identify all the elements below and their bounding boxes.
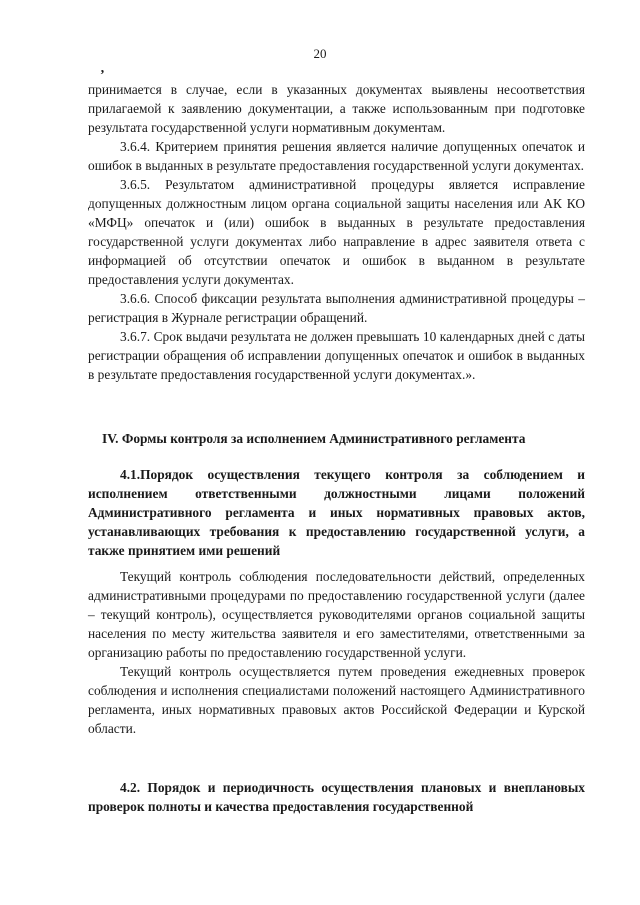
page-number: 20 <box>313 46 327 61</box>
section-iv-heading: IV. Формы контроля за исполнением Административного регламента <box>102 431 526 446</box>
paragraph-3-6-6: 3.6.6. Способ фиксации результата выполнения административной процедуры – регистрация в Журнале регистрации обращений. <box>88 291 585 325</box>
paragraph-3-6-7: 3.6.7. Срок выдачи результата не должен превышать 10 календарных дней с даты регистрации обращения об исправлении допущенных опечаток и ошибок в выданных в результате предоставления государственной услуги документах.». <box>88 329 585 382</box>
paragraph-4-1-1: Текущий контроль соблюдения последовательности действий, определенных административными процедурами по предоставлению государственной услуги (далее – текущий контроль), осуществляется руководителями органов социальной защиты населения по месту жительства заявителя и его заместителями, ответственными за организацию работы по предоставлению государственной услуги. <box>88 569 585 660</box>
paragraph-4-1-2: Текущий контроль осуществляется путем проведения ежедневных проверок соблюдения и исполнения специалистами положений настоящего Административного регламента, иных нормативных правовых актов Российской Федерации и Курской области. <box>88 664 585 736</box>
subsection-4-1-heading: 4.1.Порядок осуществления текущего контроля за соблюдением и исполнением ответственными должностными лицами положений Административного регламента и иных нормативных правовых актов, устанавливающих требования к предоставлению государственной услуги, а также принятием ими решений <box>88 467 585 558</box>
stray-mark: ’ <box>100 68 105 83</box>
subsection-4-2-heading: 4.2. Порядок и периодичность осуществления плановых и внеплановых проверок полноты и качества предоставления государственной <box>88 780 585 814</box>
paragraph-3-6-3-continuation: принимается в случае, если в указанных документах выявлены несоответствия прилагаемой к заявлению документации, а также использованным при подготовке результата государственной услуги нормативным документам. <box>88 82 585 135</box>
paragraph-3-6-5: 3.6.5. Результатом административной процедуры является исправление допущенных должностным лицом органа социальной защиты населения или АК КО «МФЦ» опечаток и (или) ошибок в выданных в результате предоставления государственной услуги документах либо направление в адрес заявителя ответа с информацией об отсутствии опечаток и ошибок в выданном в результате предоставления услуги документах. <box>88 177 585 287</box>
subsection-4-1-text <box>88 567 585 738</box>
paragraph-3-6-4: 3.6.4. Критерием принятия решения является наличие допущенных опечаток и ошибок в выданных в результате предоставления государственной услуги документах. <box>88 139 585 173</box>
section-3-6-text <box>88 80 585 384</box>
